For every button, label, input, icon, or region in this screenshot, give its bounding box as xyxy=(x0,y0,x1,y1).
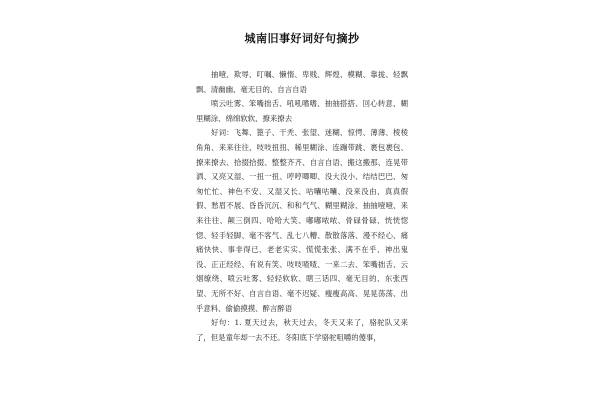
document-page xyxy=(196,30,408,345)
paragraph-word-list: 抽噎、欺辱、叮嘱、懒惰、卑贱、辉煌、模糊、靠拢、轻飘飘、清幽幽、毫无目的、自言自语 xyxy=(196,70,408,94)
paragraph-good-words: 好词：飞舞、篦子、干秃、张望、迷糊、惊愕、薄薄、棱棱角角、来来往往、吱吱扭扭、稀里糊涂、连蹦带跳、裹包裹包、撩来撩去、拾掇拾掇、整整齐齐、自言自语、搬这搬那、连晃带洒、又亮又湿、一扭一扭、哼哼唧唧、没大没小、结结巴巴、匆匆忙忙、神色不安、又湿又长、咕囔咕囔、没来没由、真真假假、愁眉不展、昏昏沉沉、和和气气、糊里糊涂、抽抽噎噎、来来往往、颠三倒四、哈哈大笑、嘟嘟哝哝、骨碌骨碌、恍恍惚惚、轻手轻脚、毫不客气、乱七八糟、散散落落、漫不经心、痛痛快快、事非得已、老老实实、慌慌张张、满不在乎、神出鬼没、正正经经、有说有笑、吱吱喳喳、一来二去、笨嘴拙舌、云烟缭绕、喷云吐雾、轻轻软软、瞎三话四、毫无目的、东张西望、无所不好、自言自语、毫不迟疑、瘦瘦高高、晃晃荡荡、出乎意料、偷偷摸摸、醉言醉语 xyxy=(196,128,408,313)
paragraph-good-sentences: 好句：1. 夏天过去，秋天过去，冬天又来了，骆驼队又来了，但是童年却一去不还。冬阳底下学骆驼咀嚼的傻事， xyxy=(196,318,408,342)
document-title: 城南旧事好词好句摘抄 xyxy=(244,32,360,45)
paragraph-idiom-list: 喷云吐雾、笨嘴拙舌、吼吼嗜嗜、抽抽搭搭、回心转意、糊里糊涂、绵绵软软、撩来撩去 xyxy=(196,99,408,123)
